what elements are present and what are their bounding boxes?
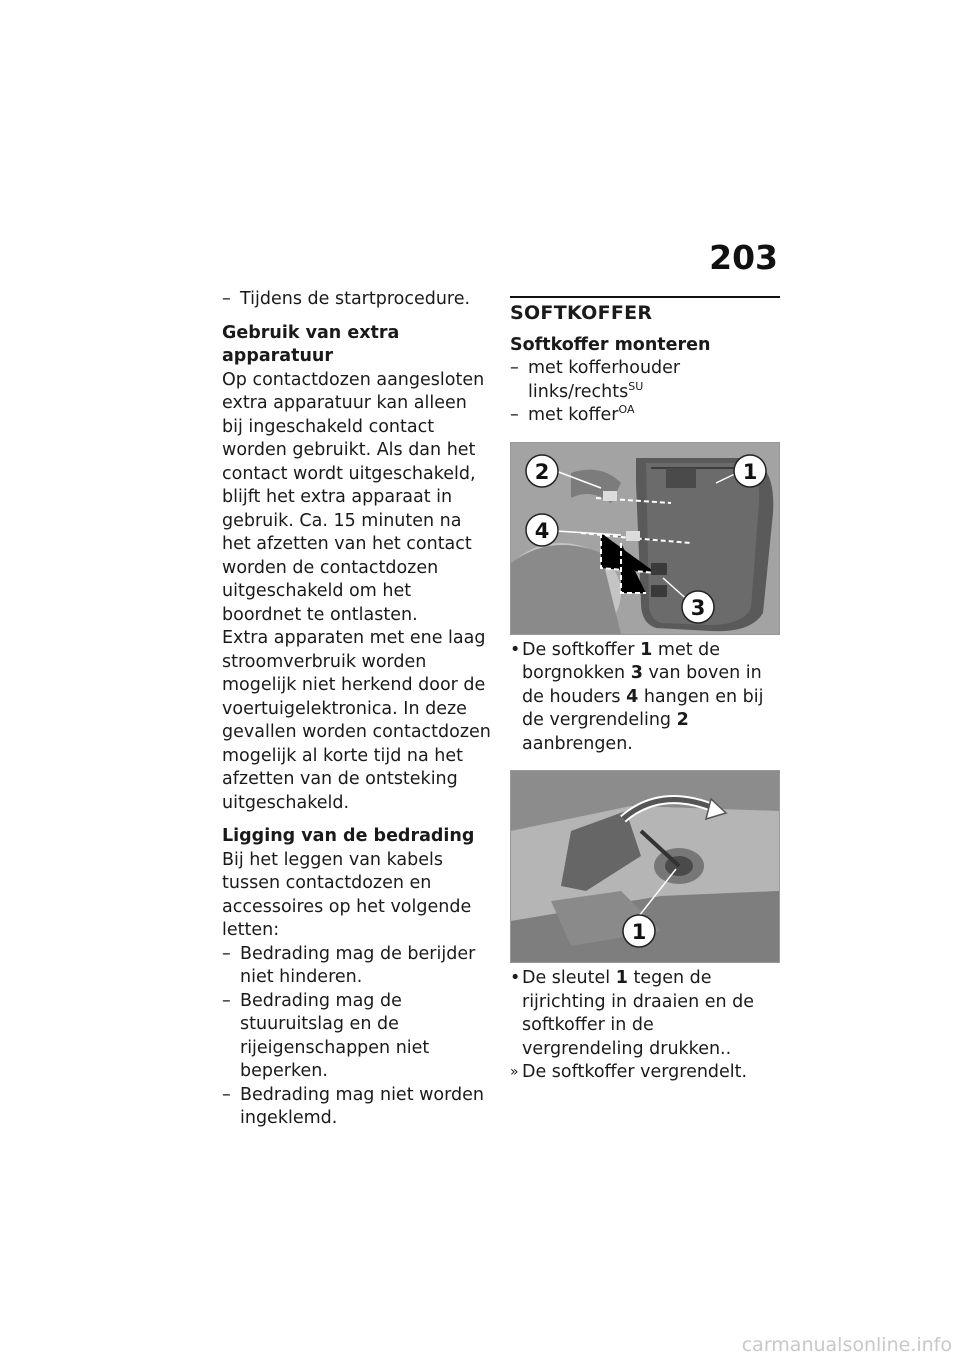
requirement-2-tag: OA bbox=[618, 403, 635, 417]
wiring-item-2: Bedrading mag de stuuruitslag en de rijeigenschappen niet beperken. bbox=[240, 990, 430, 1081]
list-item bbox=[510, 404, 780, 428]
callout-1 bbox=[734, 455, 766, 487]
callout-label: 3 bbox=[690, 595, 706, 620]
ref-number: 1 bbox=[640, 639, 653, 660]
key-lock-illustration bbox=[511, 771, 779, 962]
callout-label: 1 bbox=[742, 459, 758, 484]
step-1-text bbox=[522, 640, 764, 754]
step-2-text bbox=[522, 968, 754, 1059]
ref-number: 3 bbox=[630, 663, 643, 683]
wiring-item-3: Bedrading mag niet worden ingeklemd. bbox=[240, 1084, 484, 1128]
requirement-1-tag: SU bbox=[628, 379, 644, 393]
section-title: SOFTKOFFER bbox=[510, 296, 780, 326]
requirement-1-text: met kofferhouder links/rechts bbox=[528, 358, 681, 402]
ref-number: 2 bbox=[676, 710, 689, 730]
ref-number: 1 bbox=[615, 968, 628, 988]
list-item bbox=[510, 967, 780, 1061]
step-text: De sleutel bbox=[522, 968, 616, 988]
softcase-mounting-illustration bbox=[511, 443, 779, 634]
sub-heading: Softkoffer monteren bbox=[510, 334, 711, 355]
watermark: carmanualsonline.info bbox=[741, 1334, 952, 1356]
list-item bbox=[222, 943, 492, 990]
extra-equipment-paragraph-2: Extra apparaten met ene laag stroomverbruik worden mogelijk niet herkend door de voertuigelektronica. In deze gevallen worden contactdozen mogelijk al korte tijd na het afzetten van de ontsteking uitgeschakeld. bbox=[222, 628, 491, 813]
callout-1 bbox=[623, 915, 655, 947]
wiring-item-1: Bedrading mag de berijder niet hinderen. bbox=[240, 943, 476, 987]
wiring-heading: Ligging van de bedrading bbox=[222, 826, 475, 846]
requirement-2-text: met koffer bbox=[528, 405, 619, 425]
list-item bbox=[222, 990, 492, 1084]
key-lock-figure bbox=[510, 770, 780, 963]
softcase-mounting-figure bbox=[510, 442, 780, 635]
list-item bbox=[510, 639, 780, 757]
page-number: 203 bbox=[709, 238, 778, 277]
list-item bbox=[222, 288, 492, 312]
callout-4 bbox=[526, 514, 558, 546]
step-text: aanbrengen. bbox=[522, 733, 633, 754]
callout-label: 4 bbox=[534, 518, 550, 543]
extra-equipment-heading: Gebruik van extra apparatuur bbox=[222, 322, 400, 366]
step-text: met de borgnokken bbox=[522, 639, 721, 683]
extra-equipment-paragraph-1: Op contactdozen aangesloten extra apparatuur kan alleen bij ingeschakeld contact worden gebruikt. Als dan het contact wordt uitgeschakeld, blijft het extra apparaat in gebruik. Ca. 15 minuten na het afzetten van het contact worden de contactdozen uitgeschakeld om het boordnet te ontlasten. bbox=[222, 369, 485, 625]
result-text: De softkoffer vergrendelt. bbox=[522, 1062, 748, 1082]
callout-label: 1 bbox=[631, 920, 647, 944]
step-text: hangen en bij de vergrendeling bbox=[522, 686, 764, 730]
callout-2 bbox=[526, 455, 558, 487]
right-column bbox=[510, 288, 780, 1085]
callout-3 bbox=[682, 591, 714, 623]
step-text: De softkoffer bbox=[522, 639, 641, 660]
left-column bbox=[222, 288, 492, 1131]
list-item bbox=[222, 1084, 492, 1131]
list-item bbox=[510, 1061, 780, 1085]
list-item bbox=[510, 357, 780, 404]
step-text: van boven in de houders bbox=[522, 663, 762, 707]
step-text: tegen de rijrichting in draaien en de softkoffer in de vergrendeling drukken.. bbox=[522, 968, 755, 1059]
wiring-paragraph: Bij het leggen van kabels tussen contactdozen en accessoires op het volgende letten: bbox=[222, 849, 472, 940]
callout-label: 2 bbox=[534, 459, 550, 484]
ref-number: 4 bbox=[626, 686, 639, 707]
intro-item-text: Tijdens de startprocedure. bbox=[240, 289, 471, 309]
